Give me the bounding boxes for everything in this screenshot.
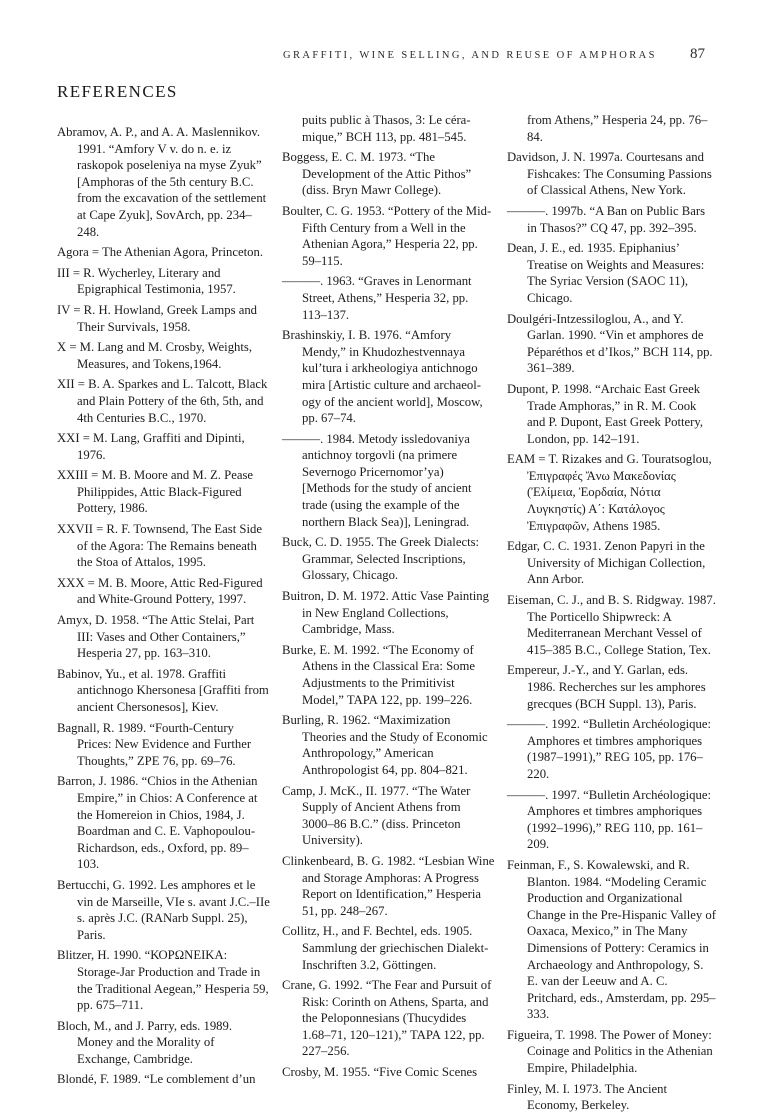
reference-entry: Dean, J. E., ed. 1935. Epiphanius’ Treatise on Weights and Measures: The Syriac Version (SAOC 11), Chicago.: [507, 241, 705, 305]
reference-entry: ———. 1963. “Graves in Lenormant Street, Athens,” Hesperia 32, pp. 113–137.: [282, 274, 472, 322]
reference-entry: Finley, M. I. 1973. The Ancient Economy, Berkeley.: [507, 1081, 667, 1113]
reference-entry: XXX = M. B. Moore, Attic Red-Figured and White-Ground Pottery, 1997.: [57, 575, 263, 607]
reference-entry: Collitz, H., and F. Bechtel, eds. 1905. Sammlung der griechischen Dialekt-Inschriften 3.2, Göttingen.: [282, 924, 489, 972]
reference-entry: Buck, C. D. 1955. The Greek Dialects: Grammar, Selected Inscriptions, Glossary, Chicago.: [282, 535, 480, 583]
references-heading: REFERENCES: [57, 82, 178, 101]
references-column-2: [282, 112, 495, 1085]
references-column-1: [57, 124, 270, 1092]
reference-entry: Bagnall, R. 1989. “Fourth-Century Prices: New Evidence and Further Thoughts,” ZPE 76, pp. 69–76.: [57, 720, 252, 768]
reference-entry: Boggess, E. C. M. 1973. “The Development of the Attic Pithos” (diss. Bryn Mawr College).: [282, 150, 472, 198]
reference-entry: Eiseman, C. J., and B. S. Ridgway. 1987. The Porticello Shipwreck: A Mediterranean Merchant Vessel of 415–385 B.C., College Station, Tex.: [507, 593, 716, 657]
reference-entry: Brashinskiy, I. B. 1976. “Amfory Mendy,” in Khudozhestvennaya kul’tura i arkheologiya antichnogo mira [Artistic culture and archaeology of the ancient world], Moscow, pp. 67–74.: [282, 328, 483, 426]
reference-entry: Abramov, A. P., and A. A. Maslennikov. 1991. “Amfory V v. do n. e. iz raskopok poseleniya na myse Zyuk” [Amphoras of the 5th century B.C. from the excavation of the settlement at Cape Zyuk], SovArch, pp. 234–248.: [57, 125, 267, 239]
reference-entry: XXIII = M. B. Moore and M. Z. Pease Philippides, Attic Black-Figured Pottery, 1986.: [57, 468, 254, 516]
reference-entry: puits public à Thasos, 3: Le céramique,” BCH 113, pp. 481–545.: [302, 113, 471, 144]
reference-entry: from Athens,” Hesperia 24, pp. 76–84.: [527, 113, 708, 144]
reference-entry: ———. 1984. Metody issledovaniya antichnoy torgovli (na primere Severnogo Pricernomor’ya) [Methods for the study of ancient trade (using the example of the northern Black Sea)], Leningrad.: [282, 431, 472, 529]
reference-entry: Burling, R. 1962. “Maximization Theories and the Study of Economic Anthropology,” American Anthropologist 64, pp. 804–821.: [282, 713, 488, 777]
reference-entry: Davidson, J. N. 1997a. Courtesans and Fishcakes: The Consuming Passions of Classical Athens, New York.: [507, 150, 712, 198]
reference-entry: ———. 1997b. “A Ban on Public Bars in Thasos?” CQ 47, pp. 392–395.: [507, 203, 706, 235]
reference-entry: Bloch, M., and J. Parry, eds. 1989. Money and the Morality of Exchange, Cambridge.: [57, 1018, 233, 1066]
reference-entry: Crosby, M. 1955. “Five Comic Scenes: [282, 1065, 478, 1080]
reference-entry: Crane, G. 1992. “The Fear and Pursuit of Risk: Corinth on Athens, Sparta, and the Peloponnesians (Thucydides 1.68–71, 120–121),” TAPA 122, pp. 227–256.: [282, 978, 492, 1059]
reference-entry: Buitron, D. M. 1972. Attic Vase Painting in New England Collections, Cambridge, Mass.: [282, 589, 489, 637]
page-number: 87: [690, 46, 705, 62]
reference-entry: Edgar, C. C. 1931. Zenon Papyri in the University of Michigan Collection, Ann Arbor.: [507, 539, 706, 587]
reference-entry: Blitzer, H. 1990. “ΚΟΡΩΝΕΙΚΑ: Storage-Jar Production and Trade in the Traditional Aegean,” Hesperia 59, pp. 675–711.: [57, 948, 269, 1013]
reference-entry: XII = B. A. Sparkes and L. Talcott, Black and Plain Pottery of the 6th, 5th, and 4th Centuries B.C., 1970.: [57, 377, 268, 425]
reference-entry: Clinkenbeard, B. G. 1982. “Lesbian Wine and Storage Amphoras: A Progress Report on Identification,” Hesperia 51, pp. 248–267.: [282, 853, 495, 918]
reference-entry: Burke, E. M. 1992. “The Economy of Athens in the Classical Era: Some Adjustments to the Primitivist Model,” TAPA 122, pp. 199–226.: [282, 642, 476, 707]
reference-entry: Blondé, F. 1989. “Le comblement d’un: [57, 1072, 256, 1087]
reference-entry: Barron, J. 1986. “Chios in the Athenian Empire,” in Chios: A Conference at the Homereion in Chios, 1984, J. Boardman and C. E. Vaphopoulou-Richardson, eds., Oxford, pp. 89–103.: [57, 774, 258, 872]
reference-entry: XXVII = R. F. Townsend, The East Side of the Agora: The Remains beneath the Stoa of Attalos, 1995.: [57, 522, 262, 570]
reference-entry: Bertucchi, G. 1992. Les amphores et le vin de Marseille, VIe s. avant J.C.–IIe s. après J.C. (RANarb Suppl. 25), Paris.: [57, 877, 270, 942]
reference-entry: Camp, J. McK., II. 1977. “The Water Supply of Ancient Athens from 3000–86 B.C.” (diss. Princeton University).: [282, 783, 471, 848]
running-head: GRAFFITI, WINE SELLING, AND REUSE OF AMPHORAS: [283, 50, 657, 61]
reference-entry: ———. 1992. “Bulletin Archéologique: Amphores et timbres amphoriques (1987–1991),” REG 105, pp. 176–220.: [507, 717, 712, 781]
reference-entry: Feinman, F., S. Kowalewski, and R. Blanton. 1984. “Modeling Ceramic Production and Organizational Change in the Pre-Hispanic Valley of Oaxaca, Mexico,” in The Many Dimensions of Pottery: Ceramics in Archaeology and Anthropology, S. E. van der Leeuw and A. C. Pritchard, eds., Amsterdam, pp. 295–333.: [507, 857, 716, 1022]
reference-entry: Boulter, C. G. 1953. “Pottery of the Mid-Fifth Century from a Well in the Athenian Agora,” Hesperia 22, pp. 59–115.: [282, 203, 492, 268]
reference-entry: Doulgéri-Intzessiloglou, A., and Y. Garlan. 1990. “Vin et amphores de Péparéthos et d’Ikos,” BCH 114, pp. 361–389.: [507, 311, 713, 376]
reference-entry: X = M. Lang and M. Crosby, Weights, Measures, and Tokens,1964.: [57, 340, 253, 371]
reference-entry: IV = R. H. Howland, Greek Lamps and Their Survivals, 1958.: [57, 302, 258, 334]
reference-entry: ———. 1997. “Bulletin Archéologique: Amphores et timbres amphoriques (1992–1996),” REG 110, pp. 161–209.: [507, 787, 712, 852]
reference-entry: Amyx, D. 1958. “The Attic Stelai, Part III: Vases and Other Containers,” Hesperia 27, pp. 163–310.: [57, 613, 255, 661]
reference-entry: Agora = The Athenian Agora, Princeton.: [57, 245, 263, 260]
references-column-3: [507, 112, 717, 1118]
reference-entry: Dupont, P. 1998. “Archaic East Greek Trade Amphoras,” in R. M. Cook and P. Dupont, East Greek Pottery, London, pp. 142–191.: [507, 381, 704, 446]
reference-entry: Figueira, T. 1998. The Power of Money: Coinage and Politics in the Athenian Empire, Philadelphia.: [507, 1027, 713, 1076]
reference-entry: XXI = M. Lang, Graffiti and Dipinti, 1976.: [57, 431, 245, 462]
reference-entry: EAM = T. Rizakes and G. Touratsoglou, Ἐπιγραφές Ἄνω Μακεδονίας (Ἐλίμεια, Ἐορδαία, Νότια Λυγκηστίς) Α΄: Κατάλογος Ἐπιγραφῶν, Athens 1985.: [507, 452, 712, 533]
reference-entry: Empereur, J.-Y., and Y. Garlan, eds. 1986. Recherches sur les amphores grecques (BCH Suppl. 13), Paris.: [507, 663, 706, 711]
reference-entry: III = R. Wycherley, Literary and Epigraphical Testimonia, 1957.: [57, 265, 236, 297]
reference-entry: Babinov, Yu., et al. 1978. Graffiti antichnogo Khersonesa [Graffiti from ancient Chersonesos], Kiev.: [57, 666, 269, 714]
